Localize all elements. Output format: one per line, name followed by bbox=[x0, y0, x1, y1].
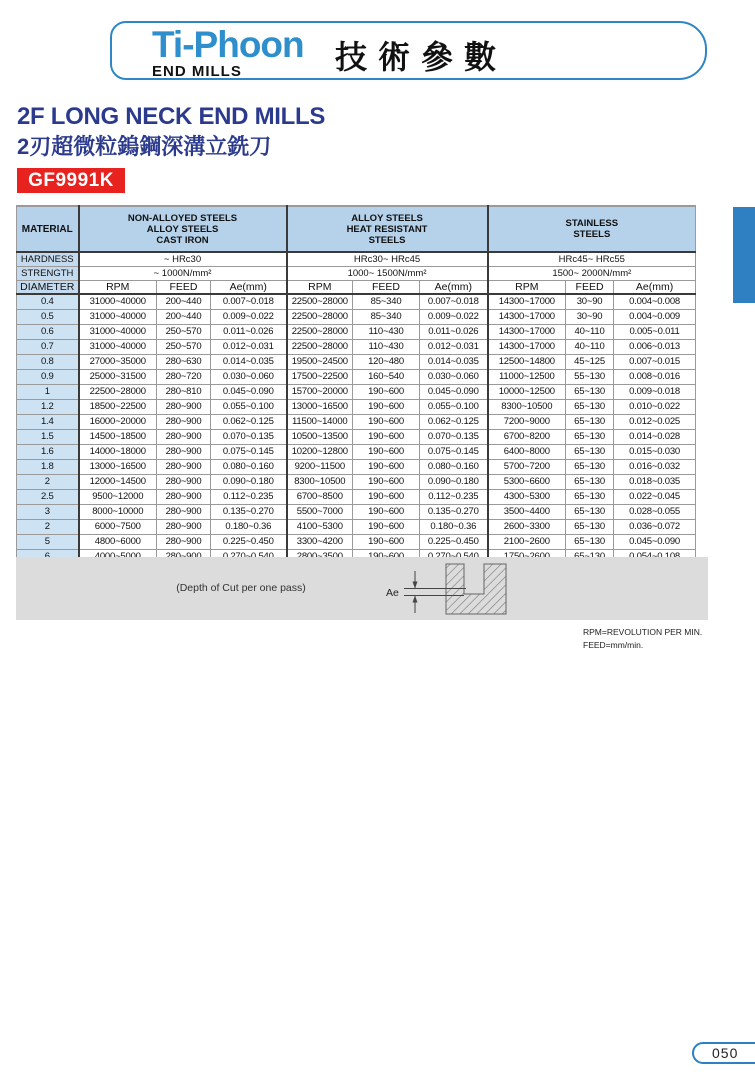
material-header-row bbox=[17, 206, 696, 252]
side-tab bbox=[733, 207, 755, 303]
spec-row bbox=[17, 505, 696, 520]
value-cell: 8000~10000 bbox=[79, 505, 157, 520]
value-cell: 45~125 bbox=[566, 355, 614, 370]
value-cell: 0.014~0.035 bbox=[211, 355, 287, 370]
feed-header: FEED bbox=[157, 280, 211, 294]
value-cell: 22500~28000 bbox=[287, 340, 353, 355]
value-cell: 0.045~0.090 bbox=[211, 385, 287, 400]
spec-row bbox=[17, 430, 696, 445]
value-cell: 12500~14800 bbox=[488, 355, 566, 370]
rpm-header: RPM bbox=[287, 280, 353, 294]
header-banner bbox=[110, 21, 707, 80]
value-cell: 14300~17000 bbox=[488, 340, 566, 355]
strength-value: ~ 1000N/mm² bbox=[79, 266, 287, 280]
hardness-value: HRc30~ HRc45 bbox=[287, 252, 488, 266]
strength-value: 1000~ 1500N/mm² bbox=[287, 266, 488, 280]
value-cell: 3300~4200 bbox=[287, 535, 353, 550]
value-cell: 22500~28000 bbox=[287, 325, 353, 340]
group2-line1: ALLOY STEELS bbox=[351, 212, 423, 224]
value-cell: 14300~17000 bbox=[488, 310, 566, 325]
value-cell: 250~570 bbox=[157, 325, 211, 340]
value-cell: 280~900 bbox=[157, 490, 211, 505]
value-cell: 10200~12800 bbox=[287, 445, 353, 460]
value-cell: 14300~17000 bbox=[488, 294, 566, 310]
brand-subtitle: END MILLS bbox=[152, 63, 242, 80]
value-cell: 280~900 bbox=[157, 400, 211, 415]
value-cell: 0.006~0.013 bbox=[614, 340, 696, 355]
value-cell: 190~600 bbox=[353, 430, 420, 445]
diameter-cell: 0.4 bbox=[17, 294, 79, 310]
value-cell: 0.180~0.36 bbox=[420, 520, 488, 535]
value-cell: 15700~20000 bbox=[287, 385, 353, 400]
value-cell: 10000~12500 bbox=[488, 385, 566, 400]
value-cell: 4300~5300 bbox=[488, 490, 566, 505]
ae-header: Ae(mm) bbox=[614, 280, 696, 294]
value-cell: 0.022~0.045 bbox=[614, 490, 696, 505]
value-cell: 280~900 bbox=[157, 520, 211, 535]
brand-logo: Ti-Phoon bbox=[152, 24, 304, 65]
note-feed: FEED=mm/min. bbox=[583, 640, 644, 650]
value-cell: 0.012~0.025 bbox=[614, 415, 696, 430]
diameter-cell: 1 bbox=[17, 385, 79, 400]
spec-row bbox=[17, 490, 696, 505]
strength-value: 1500~ 2000N/mm² bbox=[488, 266, 696, 280]
value-cell: 0.012~0.031 bbox=[211, 340, 287, 355]
value-cell: 0.062~0.125 bbox=[420, 415, 488, 430]
feed-header: FEED bbox=[566, 280, 614, 294]
ae-header: Ae(mm) bbox=[211, 280, 287, 294]
value-cell: 0.007~0.018 bbox=[211, 294, 287, 310]
value-cell: 3500~4400 bbox=[488, 505, 566, 520]
feed-header: FEED bbox=[353, 280, 420, 294]
value-cell: 0.030~0.060 bbox=[211, 370, 287, 385]
diameter-cell: 2.5 bbox=[17, 490, 79, 505]
value-cell: 0.070~0.135 bbox=[211, 430, 287, 445]
value-cell: 250~570 bbox=[157, 340, 211, 355]
group3-line1: STAINLESS bbox=[565, 218, 619, 229]
value-cell: 190~600 bbox=[353, 505, 420, 520]
value-cell: 10500~13500 bbox=[287, 430, 353, 445]
value-cell: 2100~2600 bbox=[488, 535, 566, 550]
page-number: 050 bbox=[692, 1042, 755, 1064]
value-cell: 65~130 bbox=[566, 460, 614, 475]
value-cell: 6700~8200 bbox=[488, 430, 566, 445]
value-cell: 0.011~0.026 bbox=[211, 325, 287, 340]
value-cell: 13000~16500 bbox=[79, 460, 157, 475]
value-cell: 18500~22500 bbox=[79, 400, 157, 415]
spec-table-body bbox=[17, 294, 696, 565]
diameter-cell: 5 bbox=[17, 535, 79, 550]
spec-row bbox=[17, 294, 696, 310]
value-cell: 200~440 bbox=[157, 294, 211, 310]
diameter-cell: 2 bbox=[17, 475, 79, 490]
value-cell: 8300~10500 bbox=[488, 400, 566, 415]
value-cell: 27000~35000 bbox=[79, 355, 157, 370]
group3-line2: STEELS bbox=[573, 229, 611, 240]
value-cell: 19500~24500 bbox=[287, 355, 353, 370]
value-cell: 2600~3300 bbox=[488, 520, 566, 535]
group1-line3: CAST IRON bbox=[156, 234, 209, 246]
value-cell: 0.028~0.055 bbox=[614, 505, 696, 520]
diameter-cell: 0.7 bbox=[17, 340, 79, 355]
value-cell: 22500~28000 bbox=[79, 385, 157, 400]
value-cell: 120~480 bbox=[353, 355, 420, 370]
value-cell: 85~340 bbox=[353, 310, 420, 325]
value-cell: 0.062~0.125 bbox=[211, 415, 287, 430]
group1-line2: ALLOY STEELS bbox=[146, 223, 219, 235]
value-cell: 0.016~0.032 bbox=[614, 460, 696, 475]
value-cell: 0.112~0.235 bbox=[211, 490, 287, 505]
value-cell: 0.015~0.030 bbox=[614, 445, 696, 460]
value-cell: 280~630 bbox=[157, 355, 211, 370]
value-cell: 16000~20000 bbox=[79, 415, 157, 430]
value-cell: 65~130 bbox=[566, 430, 614, 445]
value-cell: 280~900 bbox=[157, 460, 211, 475]
value-cell: 31000~40000 bbox=[79, 325, 157, 340]
spec-row bbox=[17, 355, 696, 370]
value-cell: 14300~17000 bbox=[488, 325, 566, 340]
group-header-2 bbox=[287, 206, 488, 252]
value-cell: 160~540 bbox=[353, 370, 420, 385]
value-cell: 0.012~0.031 bbox=[420, 340, 488, 355]
value-cell: 65~130 bbox=[566, 445, 614, 460]
value-cell: 13000~16500 bbox=[287, 400, 353, 415]
spec-table bbox=[16, 205, 696, 565]
diagram-band bbox=[16, 557, 708, 620]
spec-table-wrap bbox=[16, 205, 695, 565]
material-header: MATERIAL bbox=[17, 206, 79, 252]
spec-row bbox=[17, 415, 696, 430]
value-cell: 190~600 bbox=[353, 475, 420, 490]
value-cell: 0.004~0.008 bbox=[614, 294, 696, 310]
diameter-cell: 1.4 bbox=[17, 415, 79, 430]
diameter-cell: 0.9 bbox=[17, 370, 79, 385]
value-cell: 0.090~0.180 bbox=[211, 475, 287, 490]
hardness-value: HRc45~ HRc55 bbox=[488, 252, 696, 266]
value-cell: 4100~5300 bbox=[287, 520, 353, 535]
group2-line2: HEAT RESISTANT bbox=[346, 223, 428, 235]
value-cell: 9200~11500 bbox=[287, 460, 353, 475]
value-cell: 280~900 bbox=[157, 430, 211, 445]
spec-row bbox=[17, 310, 696, 325]
value-cell: 190~600 bbox=[353, 400, 420, 415]
group1-line1: NON-ALLOYED STEELS bbox=[127, 212, 238, 224]
value-cell: 14500~18500 bbox=[79, 430, 157, 445]
value-cell: 0.075~0.145 bbox=[420, 445, 488, 460]
diameter-cell: 1.5 bbox=[17, 430, 79, 445]
spec-row bbox=[17, 400, 696, 415]
value-cell: 280~900 bbox=[157, 535, 211, 550]
ae-header: Ae(mm) bbox=[420, 280, 488, 294]
strength-label: STRENGTH bbox=[17, 266, 79, 280]
value-cell: 280~810 bbox=[157, 385, 211, 400]
value-cell: 190~600 bbox=[353, 445, 420, 460]
diameter-cell: 2 bbox=[17, 520, 79, 535]
value-cell: 6700~8500 bbox=[287, 490, 353, 505]
value-cell: 0.009~0.022 bbox=[211, 310, 287, 325]
value-cell: 280~900 bbox=[157, 475, 211, 490]
value-cell: 11000~12500 bbox=[488, 370, 566, 385]
group-header-3 bbox=[488, 206, 696, 252]
value-cell: 65~130 bbox=[566, 520, 614, 535]
spec-row bbox=[17, 340, 696, 355]
hardness-row bbox=[17, 252, 696, 266]
diameter-cell: 1.8 bbox=[17, 460, 79, 475]
value-cell: 30~90 bbox=[566, 310, 614, 325]
brand-block bbox=[152, 26, 304, 79]
value-cell: 40~110 bbox=[566, 340, 614, 355]
value-cell: 65~130 bbox=[566, 415, 614, 430]
value-cell: 0.007~0.015 bbox=[614, 355, 696, 370]
value-cell: 65~130 bbox=[566, 535, 614, 550]
value-cell: 22500~28000 bbox=[287, 294, 353, 310]
value-cell: 0.004~0.009 bbox=[614, 310, 696, 325]
value-cell: 0.045~0.090 bbox=[420, 385, 488, 400]
value-cell: 55~130 bbox=[566, 370, 614, 385]
value-cell: 280~900 bbox=[157, 415, 211, 430]
value-cell: 0.070~0.135 bbox=[420, 430, 488, 445]
value-cell: 0.075~0.145 bbox=[211, 445, 287, 460]
value-cell: 190~600 bbox=[353, 535, 420, 550]
value-cell: 0.007~0.018 bbox=[420, 294, 488, 310]
ae-diagram bbox=[370, 559, 512, 619]
value-cell: 190~600 bbox=[353, 520, 420, 535]
rpm-header: RPM bbox=[79, 280, 157, 294]
value-cell: 0.045~0.090 bbox=[614, 535, 696, 550]
spec-row bbox=[17, 535, 696, 550]
diameter-cell: 1.6 bbox=[17, 445, 79, 460]
product-title-cn: 2刃超微粒鎢鋼深溝立銑刀 bbox=[17, 134, 272, 159]
value-cell: 0.090~0.180 bbox=[420, 475, 488, 490]
value-cell: 5500~7000 bbox=[287, 505, 353, 520]
value-cell: 0.014~0.028 bbox=[614, 430, 696, 445]
value-cell: 0.005~0.011 bbox=[614, 325, 696, 340]
value-cell: 0.008~0.016 bbox=[614, 370, 696, 385]
value-cell: 31000~40000 bbox=[79, 294, 157, 310]
value-cell: 190~600 bbox=[353, 490, 420, 505]
value-cell: 40~110 bbox=[566, 325, 614, 340]
group-header-1 bbox=[79, 206, 287, 252]
hardness-value: ~ HRc30 bbox=[79, 252, 287, 266]
value-cell: 0.135~0.270 bbox=[211, 505, 287, 520]
spec-row bbox=[17, 325, 696, 340]
value-cell: 14000~18000 bbox=[79, 445, 157, 460]
value-cell: 6000~7500 bbox=[79, 520, 157, 535]
diameter-cell: 3 bbox=[17, 505, 79, 520]
value-cell: 65~130 bbox=[566, 385, 614, 400]
value-cell: 0.009~0.022 bbox=[420, 310, 488, 325]
diameter-cell: 0.6 bbox=[17, 325, 79, 340]
value-cell: 7200~9000 bbox=[488, 415, 566, 430]
spec-row bbox=[17, 445, 696, 460]
spec-row bbox=[17, 385, 696, 400]
value-cell: 0.011~0.026 bbox=[420, 325, 488, 340]
value-cell: 11500~14000 bbox=[287, 415, 353, 430]
value-cell: 0.036~0.072 bbox=[614, 520, 696, 535]
value-cell: 0.010~0.022 bbox=[614, 400, 696, 415]
value-cell: 4800~6000 bbox=[79, 535, 157, 550]
value-cell: 31000~40000 bbox=[79, 310, 157, 325]
value-cell: 280~900 bbox=[157, 505, 211, 520]
value-cell: 280~720 bbox=[157, 370, 211, 385]
ae-dim-label: Ae bbox=[386, 587, 399, 599]
value-cell: 0.225~0.450 bbox=[211, 535, 287, 550]
footnotes bbox=[583, 626, 702, 652]
value-cell: 0.080~0.160 bbox=[211, 460, 287, 475]
product-title-en: 2F LONG NECK END MILLS bbox=[17, 103, 326, 130]
value-cell: 190~600 bbox=[353, 385, 420, 400]
value-cell: 65~130 bbox=[566, 475, 614, 490]
diameter-label: DIAMETER bbox=[17, 280, 79, 294]
value-cell: 17500~22500 bbox=[287, 370, 353, 385]
value-cell: 0.030~0.060 bbox=[420, 370, 488, 385]
diameter-cell: 0.5 bbox=[17, 310, 79, 325]
value-cell: 12000~14500 bbox=[79, 475, 157, 490]
value-cell: 85~340 bbox=[353, 294, 420, 310]
column-header-row bbox=[17, 280, 696, 294]
value-cell: 8300~10500 bbox=[287, 475, 353, 490]
value-cell: 110~430 bbox=[353, 340, 420, 355]
value-cell: 0.225~0.450 bbox=[420, 535, 488, 550]
value-cell: 31000~40000 bbox=[79, 340, 157, 355]
value-cell: 65~130 bbox=[566, 490, 614, 505]
note-rpm: RPM=REVOLUTION PER MIN. bbox=[583, 627, 703, 637]
value-cell: 6400~8000 bbox=[488, 445, 566, 460]
value-cell: 190~600 bbox=[353, 415, 420, 430]
value-cell: 0.018~0.035 bbox=[614, 475, 696, 490]
spec-row bbox=[17, 520, 696, 535]
hardness-label: HARDNESS bbox=[17, 252, 79, 266]
value-cell: 5700~7200 bbox=[488, 460, 566, 475]
value-cell: 5300~6600 bbox=[488, 475, 566, 490]
value-cell: 0.135~0.270 bbox=[420, 505, 488, 520]
value-cell: 0.055~0.100 bbox=[211, 400, 287, 415]
value-cell: 22500~28000 bbox=[287, 310, 353, 325]
value-cell: 0.180~0.36 bbox=[211, 520, 287, 535]
value-cell: 0.080~0.160 bbox=[420, 460, 488, 475]
diameter-cell: 0.8 bbox=[17, 355, 79, 370]
banner-title-cn: 技術參數 bbox=[335, 39, 508, 75]
value-cell: 25000~31500 bbox=[79, 370, 157, 385]
rpm-header: RPM bbox=[488, 280, 566, 294]
value-cell: 65~130 bbox=[566, 505, 614, 520]
spec-row bbox=[17, 475, 696, 490]
diameter-cell: 1.2 bbox=[17, 400, 79, 415]
strength-row bbox=[17, 266, 696, 280]
value-cell: 0.112~0.235 bbox=[420, 490, 488, 505]
spec-row bbox=[17, 370, 696, 385]
model-badge: GF9991K bbox=[17, 168, 125, 193]
value-cell: 65~130 bbox=[566, 400, 614, 415]
value-cell: 280~900 bbox=[157, 445, 211, 460]
value-cell: 30~90 bbox=[566, 294, 614, 310]
value-cell: 110~430 bbox=[353, 325, 420, 340]
depth-caption: (Depth of Cut per one pass) bbox=[176, 582, 306, 594]
value-cell: 0.009~0.018 bbox=[614, 385, 696, 400]
value-cell: 9500~12000 bbox=[79, 490, 157, 505]
value-cell: 0.055~0.100 bbox=[420, 400, 488, 415]
value-cell: 190~600 bbox=[353, 460, 420, 475]
value-cell: 0.014~0.035 bbox=[420, 355, 488, 370]
value-cell: 200~440 bbox=[157, 310, 211, 325]
spec-row bbox=[17, 460, 696, 475]
group2-line3: STEELS bbox=[368, 234, 406, 246]
